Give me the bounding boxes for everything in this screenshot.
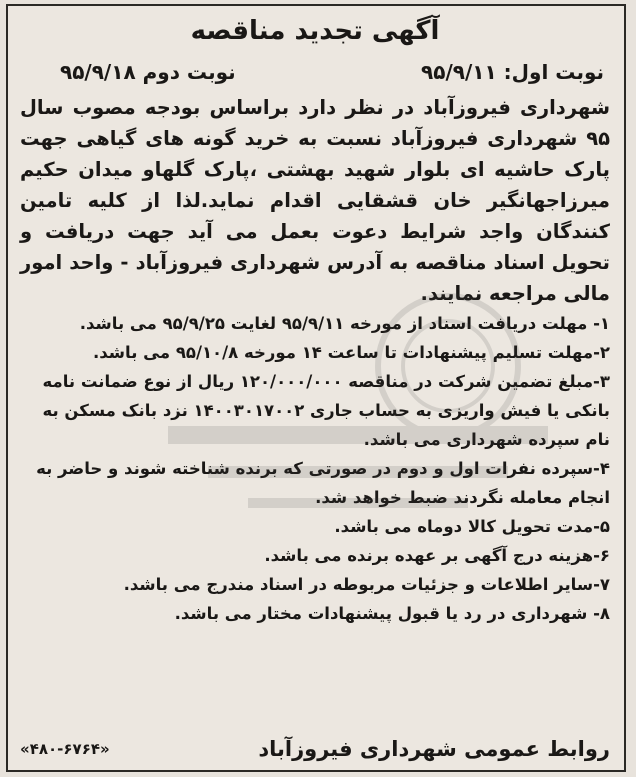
condition-item: ۸- شهرداری در رد یا قبول پیشنهادات مختار می باشد.	[174, 604, 610, 623]
condition-item: ۴-سپرده نفرات اول و دوم در صورتی که برنده شناخته شوند و حاضر به انجام معامله نگردند ضبط خواهد شد.	[36, 459, 610, 507]
condition-item: ۲-مهلت تسلیم پیشنهادات تا ساعت ۱۴ مورخه ۹۵/۱۰/۸ می باشد.	[92, 343, 610, 362]
publication-rounds	[20, 54, 610, 92]
condition-item: ۶-هزینه درج آگهی بر عهده برنده می باشد.	[264, 546, 610, 565]
conditions-list	[20, 309, 610, 628]
notice-footer	[20, 734, 610, 764]
footer-code: «۴۸۰-۶۷۶۴»	[20, 740, 110, 758]
notice-body: شهرداری فیروزآباد در نظر دارد براساس بودجه مصوب سال ۹۵ شهرداری فیروزآباد نسبت به خرید گونه های گیاهی جهت پارک حاشیه ای بلوار شهید بهشتی ،پارک گلهاو میدان حکیم میرزاجهانگیر خان قشقایی اقدام نماید.لذا از کلیه تامین کنندگان واجد شرایط دعوت بعمل می آید جهت دریافت و تحویل اسناد مناقصه به آدرس شهرداری فیروزآباد - واحد امور مالی مراجعه نمایند.	[20, 96, 610, 305]
footer-title: روابط عمومی شهرداری فیروزآباد	[258, 737, 610, 761]
condition-item: ۱- مهلت دریافت اسناد از مورخه ۹۵/۹/۱۱ لغایت ۹۵/۹/۲۵ می باشد.	[79, 314, 610, 333]
condition-item: ۷-سایر اطلاعات و جزئیات مربوطه در اسناد مندرج می باشد.	[123, 575, 610, 594]
condition-item: ۵-مدت تحویل کالا دوماه می باشد.	[334, 517, 610, 536]
first-round-date: نوبت اول: ۹۵/۹/۱۱	[421, 60, 604, 84]
tender-notice	[6, 4, 626, 772]
condition-item: ۳-مبلغ تضمین شرکت در مناقصه ۱۲۰/۰۰۰/۰۰۰ ریال از نوع ضمانت نامه بانکی یا فیش واریزی به حساب جاری ۱۴۰۰۳۰۱۷۰۰۲ نزد بانک مسکن به نام سپرده شهرداری می باشد.	[42, 372, 610, 449]
second-round-date: نوبت دوم ۹۵/۹/۱۸	[60, 60, 236, 84]
notice-title: آگهی تجدید مناقصه	[190, 16, 440, 46]
